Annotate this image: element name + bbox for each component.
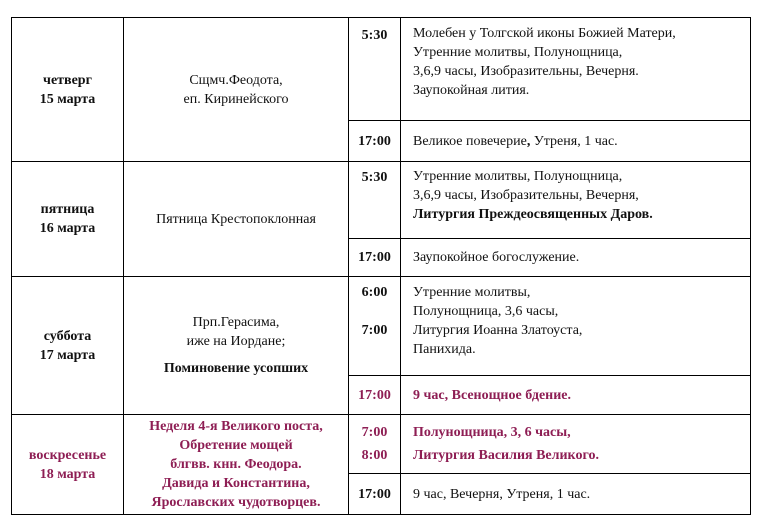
saint-line: Прп.Герасима,	[192, 315, 280, 330]
commemoration-cell	[124, 162, 349, 277]
service-line: Панихида.	[413, 342, 476, 357]
date: 17 марта	[39, 347, 96, 363]
saint-line: Пятница Крестопоклонная	[156, 211, 316, 227]
time-value: 6:00	[361, 285, 388, 300]
saint-line: Сщмч.Феодота,	[189, 72, 283, 88]
service-line: Заупокойная лития.	[413, 83, 530, 98]
day-cell	[12, 277, 124, 415]
service-cell: 9 час, Всенощное бдение.	[401, 376, 751, 415]
service-line: Утренние молитвы,	[413, 285, 531, 300]
date: 16 марта	[39, 221, 96, 236]
service-cell: Заупокойное богослужение.	[401, 239, 751, 277]
service-line: 3,6,9 часы, Изобразительны, Вечерня.	[413, 64, 639, 79]
service-cell	[401, 162, 751, 239]
table-row	[12, 162, 751, 239]
day-cell	[12, 18, 124, 162]
service-line: Литургия Василия Великого.	[413, 448, 599, 463]
saint-line: еп. Киринейского	[183, 91, 289, 107]
saint-line: Поминовение усопших	[163, 361, 309, 376]
time-value: 7:00	[361, 323, 388, 338]
commemoration-cell	[124, 18, 349, 162]
service-line: Литургия Преждеосвященных Даров.	[413, 207, 653, 222]
day-cell	[12, 162, 124, 277]
saint-line: Ярославских чудотворцев.	[151, 495, 321, 510]
time-cell: 17:00	[349, 474, 401, 515]
service-text: ,	[526, 133, 531, 149]
saint-line: блгвв. кнн. Феодора.	[170, 457, 302, 472]
service-cell	[401, 277, 751, 376]
saint-line: иже на Иордане;	[186, 334, 286, 349]
date: 15 марта	[39, 91, 96, 107]
commemoration-cell	[124, 415, 349, 515]
time-cell: 5:30	[349, 18, 401, 121]
service-text: Великое повечерие	[413, 133, 527, 149]
saint-line: Обретение мощей	[179, 438, 293, 453]
commemoration-cell	[124, 277, 349, 415]
time-cell: 5:30	[349, 162, 401, 239]
service-line: Полунощница, 3,6 часы,	[413, 304, 559, 319]
saint-line: Давида и Константина,	[162, 476, 310, 491]
time-cell: 17:00	[349, 376, 401, 415]
weekday: суббота	[43, 328, 92, 344]
schedule-table	[11, 17, 751, 515]
service-line: Полунощница, 3, 6 часы,	[413, 425, 571, 440]
time-value: 7:00	[361, 425, 388, 440]
weekday: воскресенье	[28, 447, 107, 463]
time-cell: 17:00	[349, 239, 401, 277]
service-line: 3,6,9 часы, Изобразительны, Вечерня,	[413, 188, 639, 203]
service-line: Молебен у Толгской иконы Божией Матери,	[413, 26, 676, 41]
service-cell	[401, 415, 751, 474]
day-cell	[12, 415, 124, 515]
weekday: четверг	[43, 72, 92, 88]
table-row	[12, 415, 751, 474]
saint-line: Неделя 4-я Великого поста,	[149, 419, 323, 434]
weekday: пятница	[40, 202, 95, 217]
service-line: Литургия Иоанна Златоуста,	[413, 323, 583, 338]
time-value: 8:00	[361, 448, 388, 463]
time-cell	[349, 277, 401, 376]
time-cell	[349, 415, 401, 474]
service-cell: 9 час, Вечерня, Утреня, 1 час.	[401, 474, 751, 515]
service-text: Утреня, 1 час.	[530, 133, 618, 149]
service-cell	[401, 121, 751, 162]
time-cell: 17:00	[349, 121, 401, 162]
date: 18 марта	[39, 466, 96, 482]
service-cell	[401, 18, 751, 121]
table-row	[12, 18, 751, 121]
service-line: Утренние молитвы, Полунощница,	[413, 45, 623, 60]
table-row	[12, 277, 751, 376]
service-line: Утренние молитвы, Полунощница,	[413, 169, 623, 184]
